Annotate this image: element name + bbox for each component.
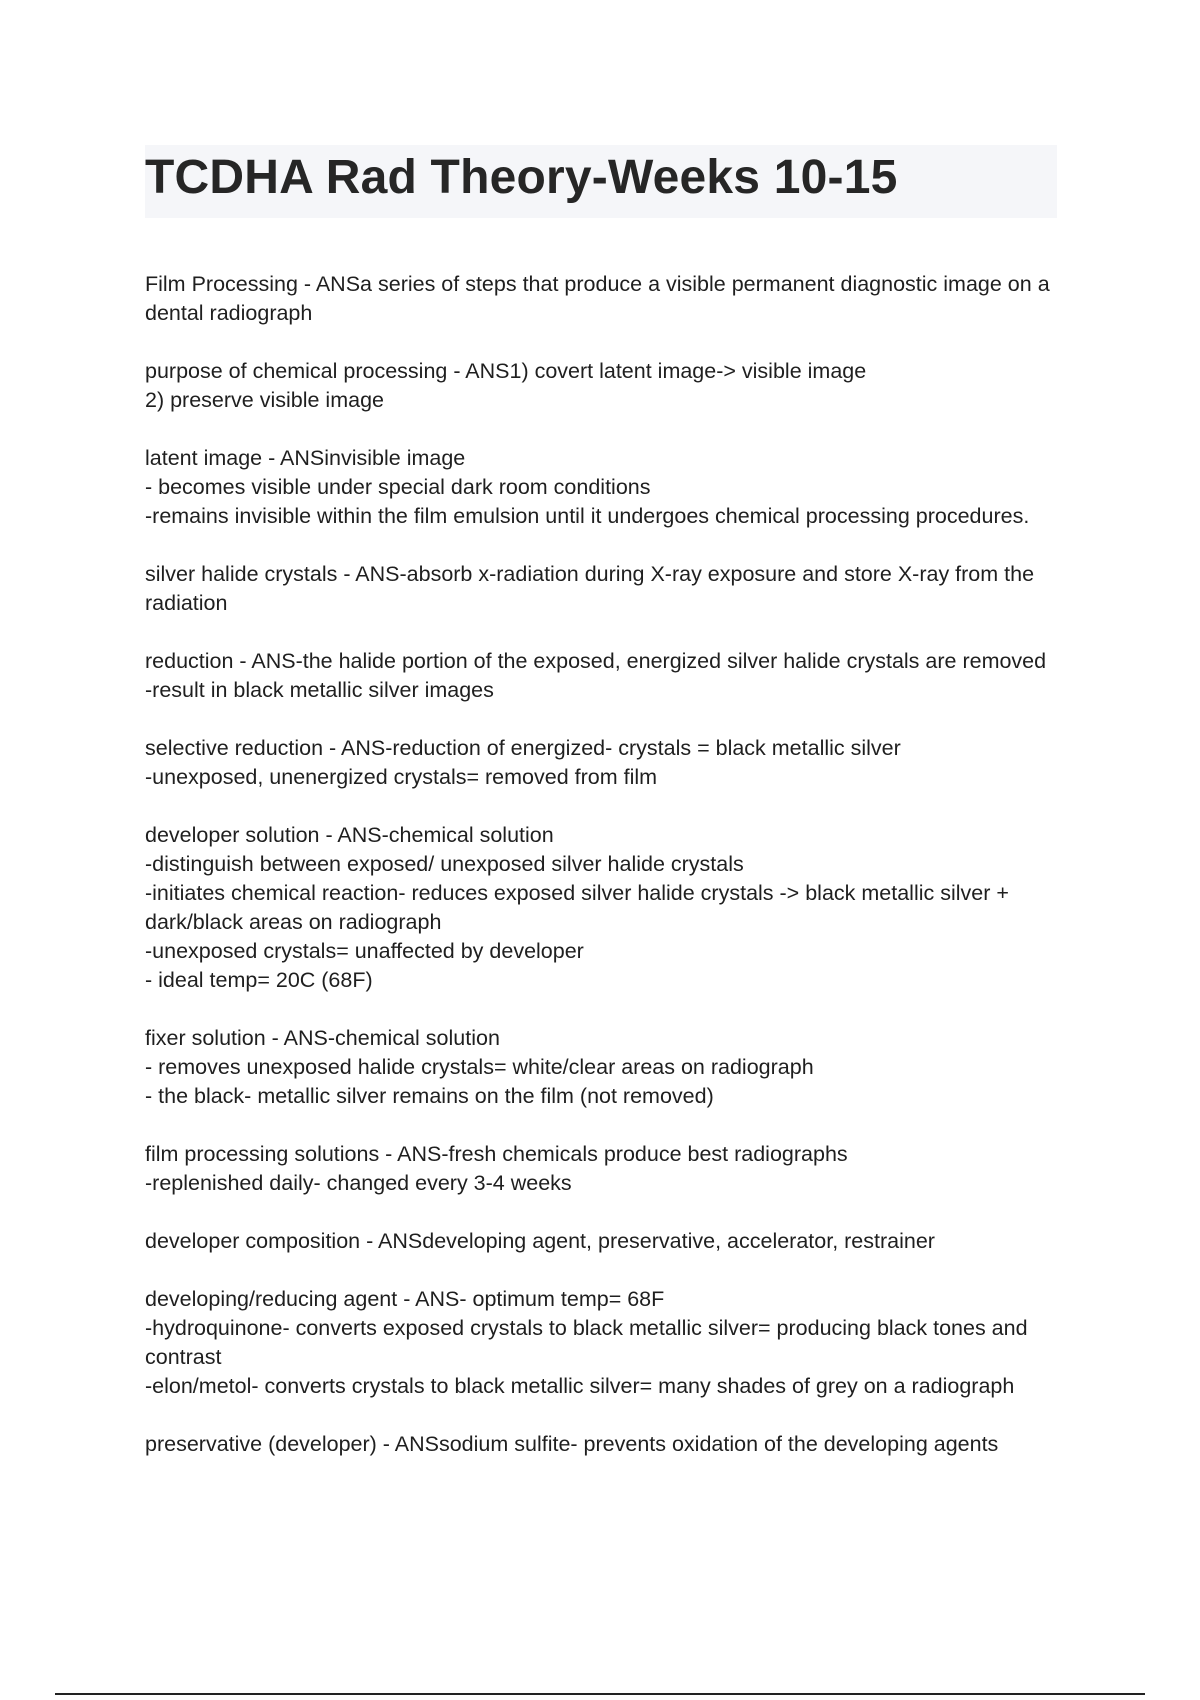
term-entry bbox=[145, 647, 1080, 705]
entry-line: -distinguish between exposed/ unexposed silver halide crystals bbox=[145, 852, 744, 876]
term-entry bbox=[145, 444, 1080, 531]
entry-line: -result in black metallic silver images bbox=[145, 678, 494, 702]
term-entry bbox=[145, 1430, 1080, 1459]
footer-divider bbox=[55, 1693, 1145, 1695]
document-body bbox=[145, 270, 1080, 1488]
entry-line: Film Processing - ANSa series of steps that produce a visible permanent diagnostic image on a dental radiograph bbox=[145, 272, 1050, 325]
entry-line: -replenished daily- changed every 3-4 weeks bbox=[145, 1171, 572, 1195]
entry-line: latent image - ANSinvisible image bbox=[145, 446, 466, 470]
term-entry bbox=[145, 1024, 1080, 1111]
term-entry bbox=[145, 357, 1080, 415]
entry-line: - ideal temp= 20C (68F) bbox=[145, 968, 373, 992]
entry-line: preservative (developer) - ANSsodium sulfite- prevents oxidation of the developing agents bbox=[145, 1432, 999, 1456]
term-entry bbox=[145, 734, 1080, 792]
term-entry bbox=[145, 1285, 1080, 1401]
term-entry bbox=[145, 821, 1080, 995]
entry-line: -remains invisible within the film emulsion until it undergoes chemical processing procedures. bbox=[145, 504, 1030, 528]
entry-line: -unexposed crystals= unaffected by developer bbox=[145, 939, 584, 963]
entry-line: - becomes visible under special dark room conditions bbox=[145, 475, 651, 499]
term-entry bbox=[145, 270, 1080, 328]
entry-line: fixer solution - ANS-chemical solution bbox=[145, 1026, 500, 1050]
entry-line: developer solution - ANS-chemical solution bbox=[145, 823, 554, 847]
title-bar bbox=[145, 145, 1057, 218]
term-entry bbox=[145, 1227, 1080, 1256]
entry-line: - the black- metallic silver remains on the film (not removed) bbox=[145, 1084, 714, 1108]
entry-line: selective reduction - ANS-reduction of energized- crystals = black metallic silver bbox=[145, 736, 901, 760]
term-entry bbox=[145, 560, 1080, 618]
entry-line: -initiates chemical reaction- reduces exposed silver halide crystals -> black metallic silver + dark/black areas on radiograph bbox=[145, 881, 1009, 934]
entry-line: purpose of chemical processing - ANS1) covert latent image-> visible image bbox=[145, 359, 867, 383]
entry-line: developing/reducing agent - ANS- optimum temp= 68F bbox=[145, 1287, 665, 1311]
entry-line: -hydroquinone- converts exposed crystals to black metallic silver= producing black tones and contrast bbox=[145, 1316, 1028, 1369]
entry-line: 2) preserve visible image bbox=[145, 388, 384, 412]
entry-line: silver halide crystals - ANS-absorb x-radiation during X-ray exposure and store X-ray from the radiation bbox=[145, 562, 1035, 615]
page-title: TCDHA Rad Theory-Weeks 10-15 bbox=[145, 151, 898, 204]
entry-line: film processing solutions - ANS-fresh chemicals produce best radiographs bbox=[145, 1142, 848, 1166]
entry-line: reduction - ANS-the halide portion of the exposed, energized silver halide crystals are removed bbox=[145, 649, 1047, 673]
entry-line: developer composition - ANSdeveloping agent, preservative, accelerator, restrainer bbox=[145, 1229, 935, 1253]
entry-line: - removes unexposed halide crystals= white/clear areas on radiograph bbox=[145, 1055, 814, 1079]
entry-line: -unexposed, unenergized crystals= removed from film bbox=[145, 765, 658, 789]
term-entry bbox=[145, 1140, 1080, 1198]
entry-line: -elon/metol- converts crystals to black metallic silver= many shades of grey on a radiograph bbox=[145, 1374, 1015, 1398]
